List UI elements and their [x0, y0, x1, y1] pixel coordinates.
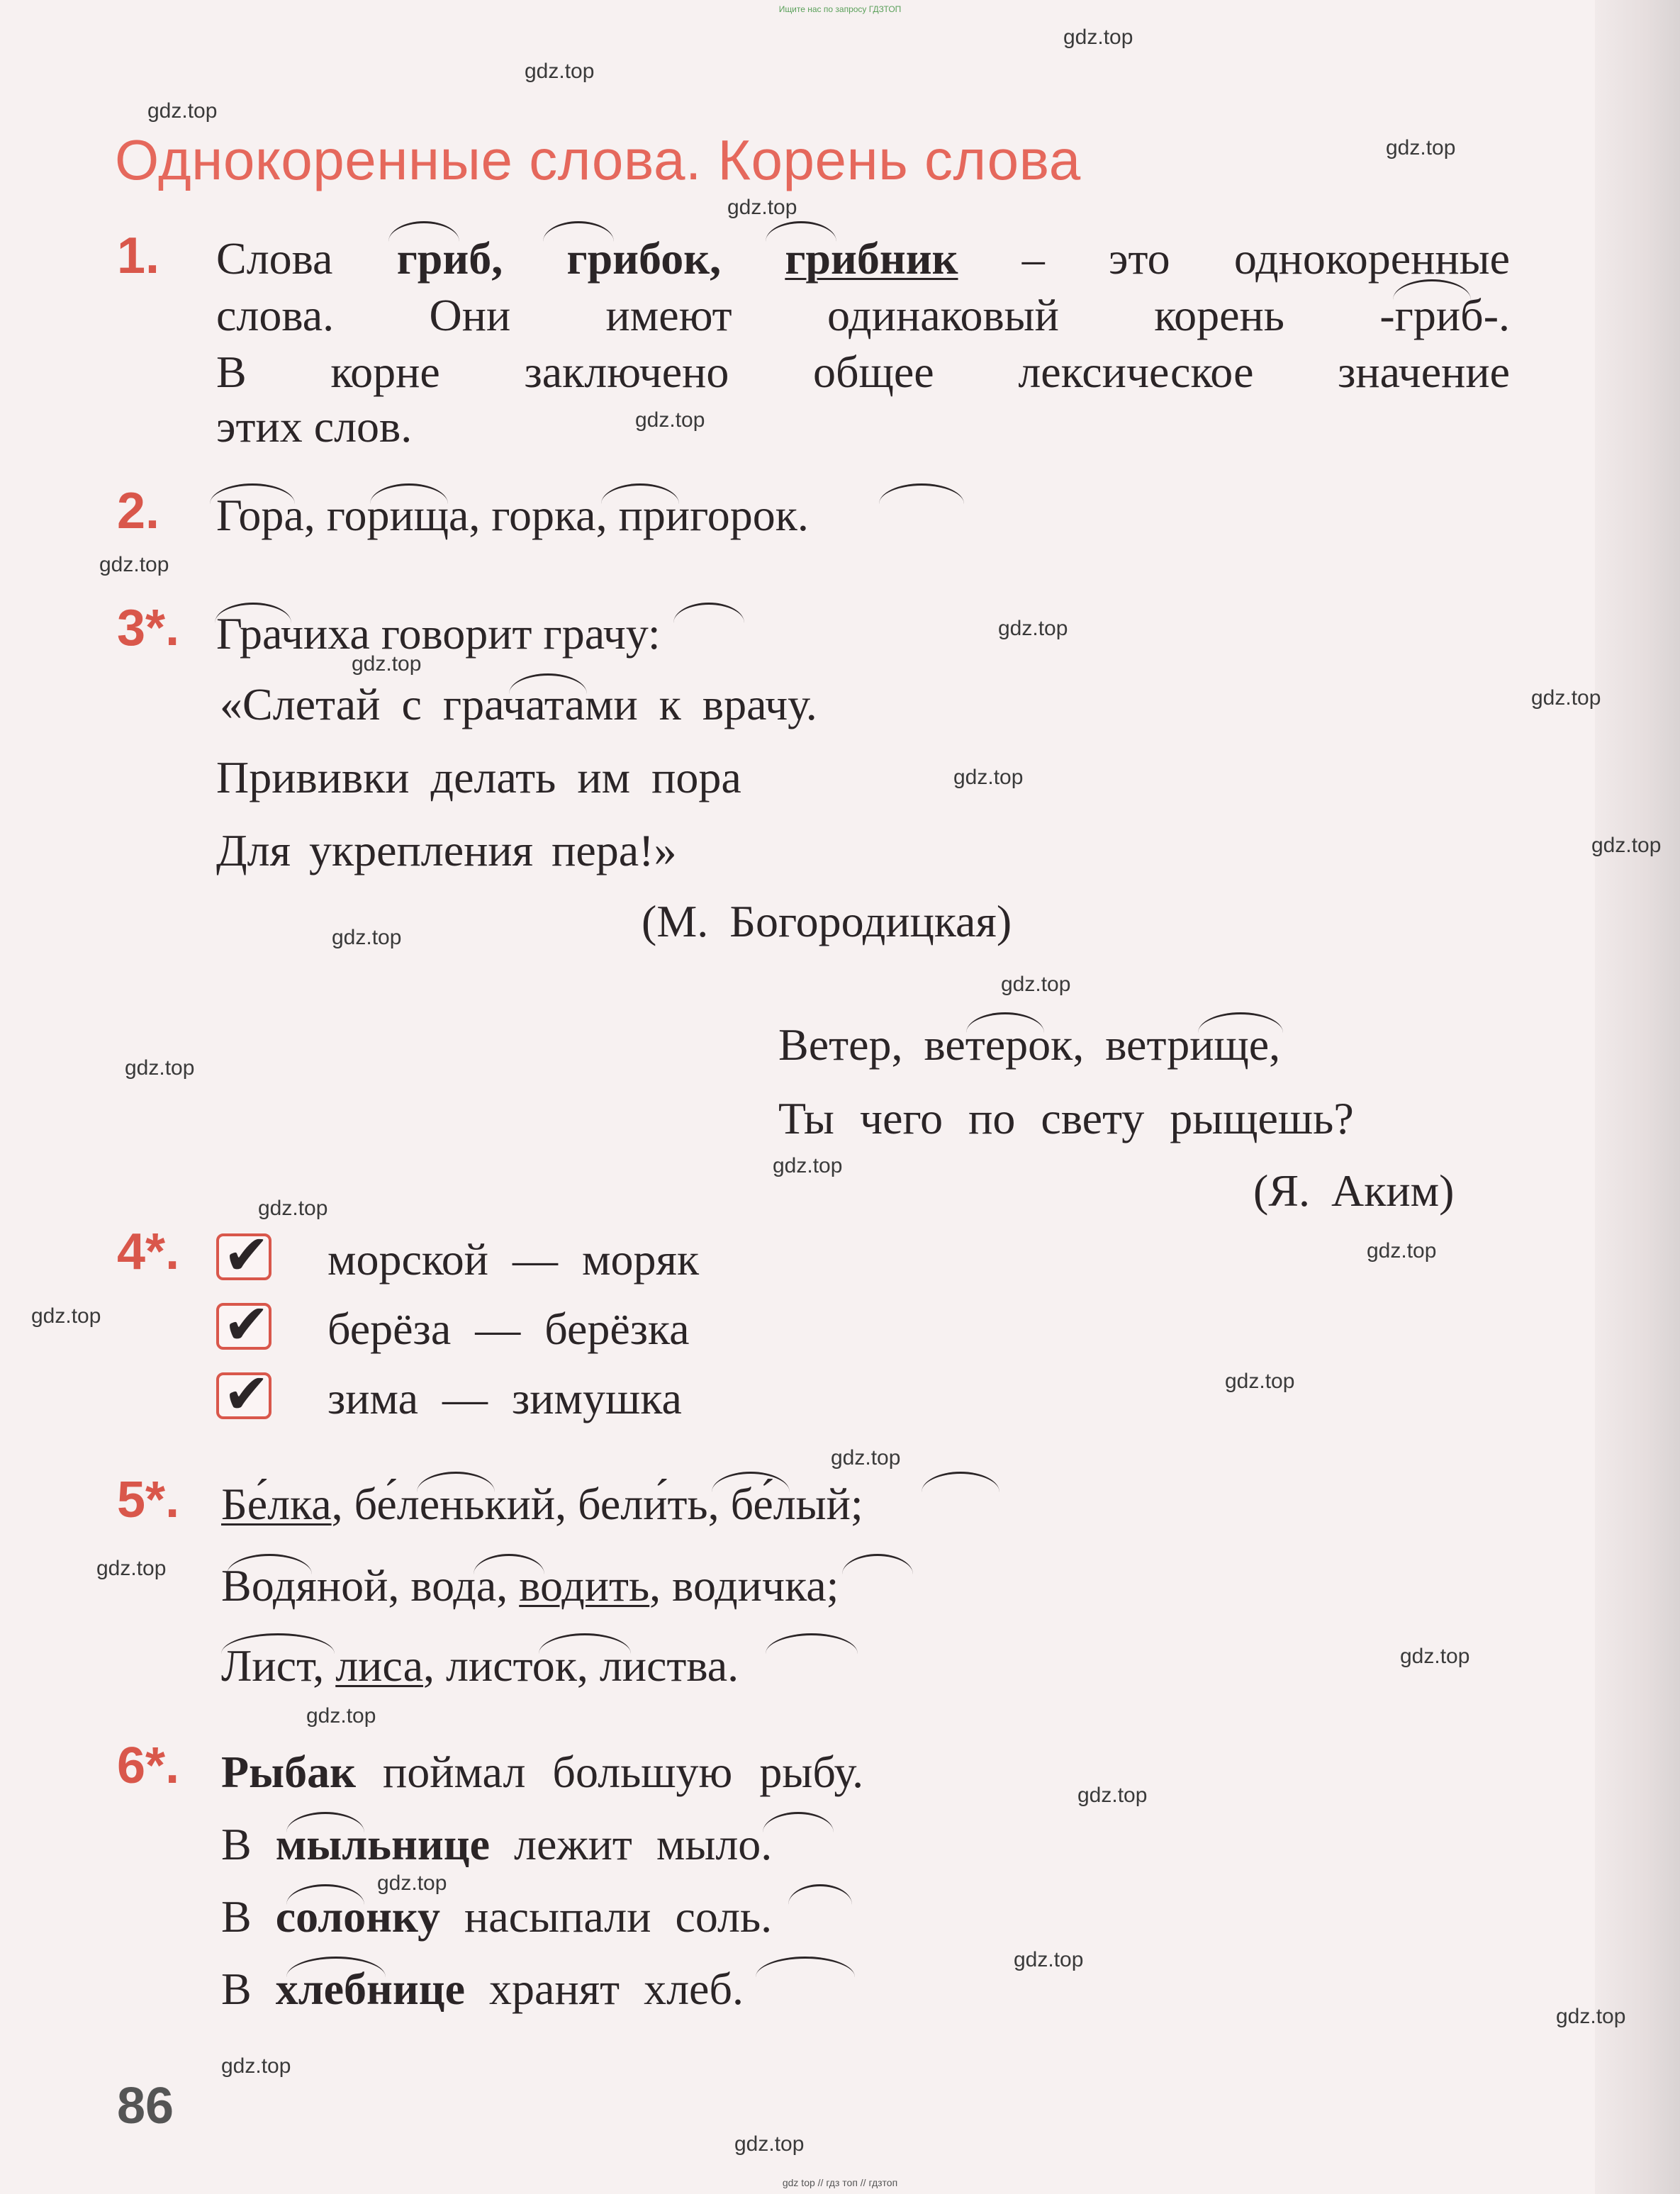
ex1-word-gribok: грибок, [566, 233, 722, 284]
exercise-3-author: (М. Богородицкая) [642, 896, 1012, 946]
ex5-word-vodit: водить [519, 1560, 650, 1611]
exercise-6-number: 6*. [117, 1737, 180, 1794]
page-title: Однокоренные слова. Корень слова [115, 128, 1081, 191]
watermark: gdz.top [332, 926, 402, 949]
footer-note: gdz top // гдз топ // гдзтоп [782, 2177, 898, 2188]
watermark: gdz.top [1063, 26, 1133, 49]
watermark: gdz.top [1400, 1645, 1470, 1668]
exercise-3-poem-line: Прививки делать им пора [216, 752, 741, 802]
check-icon: ✔ [223, 1362, 270, 1426]
checkbox[interactable] [216, 1293, 271, 1357]
root-arc [756, 1957, 855, 1977]
watermark: gdz.top [525, 60, 595, 83]
exercise-4-item: зима — зимушка [327, 1373, 682, 1423]
root-arc [966, 1012, 1044, 1033]
ex6-word-khlebnitse: хлебнице [275, 1964, 466, 2014]
watermark: gdz.top [99, 553, 169, 576]
root-arc [673, 603, 744, 623]
exercise-3-poem2-author: (Я. Аким) [1253, 1165, 1455, 1216]
checkbox[interactable] [216, 1224, 271, 1287]
exercise-1-number: 1. [117, 228, 160, 284]
watermark: gdz.top [147, 99, 218, 123]
watermark: gdz.top [1386, 136, 1456, 159]
watermark: gdz.top [1225, 1370, 1295, 1393]
root-arc [763, 1812, 834, 1832]
watermark: gdz.top [773, 1154, 843, 1177]
watermark: gdz.top [31, 1304, 101, 1328]
root-arc [842, 1554, 913, 1574]
exercise-1-line-4: этих слов. [216, 401, 413, 452]
exercise-1-line-3: В корне заключено общее лексическое значение [216, 347, 1510, 397]
root-arc [543, 221, 614, 242]
watermark: gdz.top [352, 652, 422, 676]
exercise-1-line-2: слова. Они имеют одинаковый корень -гриб-. [216, 290, 1510, 340]
ex6-prep: В [221, 1964, 276, 2014]
exercise-4-number: 4*. [117, 1224, 180, 1280]
watermark: gdz.top [221, 2054, 291, 2078]
header-note: Ищите нас по запросу ГДЗТОП [778, 4, 902, 14]
watermark: gdz.top [306, 1704, 376, 1728]
watermark: gdz.top [1367, 1239, 1437, 1263]
ex6-line3-rest: насыпали соль. [440, 1891, 773, 1942]
watermark: gdz.top [96, 1557, 167, 1580]
watermark: gdz.top [1001, 973, 1071, 996]
root-arc [601, 483, 679, 504]
watermark: gdz.top [635, 408, 705, 432]
ex1-word-rest: – это однокоренные [1021, 233, 1511, 284]
ex5-line1-rest: , бе́ленький, бели́ть, бе́лый; [331, 1479, 863, 1529]
watermark: gdz.top [1531, 686, 1601, 710]
ex6-word-solonku: солонку [275, 1891, 440, 1942]
exercise-4-item: берёза — берёзка [327, 1304, 690, 1354]
exercise-2-number: 2. [117, 483, 160, 539]
root-arc [1198, 1012, 1283, 1033]
check-icon: ✔ [223, 1224, 270, 1287]
ex6-line4-rest: хранят хлеб. [465, 1964, 744, 2014]
watermark: gdz.top [1014, 1948, 1084, 1971]
watermark: gdz.top [258, 1197, 328, 1220]
page-edge-shadow [1595, 0, 1680, 2194]
exercise-3-poem2-line: Ветер, ветерок, ветрище, [778, 1019, 1281, 1070]
root-arc [788, 1884, 852, 1905]
exercise-3-poem2-line: Ты чего по свету рыщешь? [778, 1093, 1354, 1143]
root-arc [539, 1633, 631, 1654]
ex6-word-rybak: Рыбак [221, 1747, 356, 1797]
root-arc [227, 1554, 312, 1574]
root-arc [417, 1472, 495, 1492]
root-arc [370, 483, 448, 504]
exercise-3-poem-line: Для укрепления пера!» [216, 825, 677, 875]
root-arc [210, 483, 295, 504]
watermark: gdz.top [998, 617, 1068, 640]
root-arc [712, 1472, 790, 1492]
watermark: gdz.top [831, 1446, 901, 1470]
ex6-prep: В [221, 1819, 276, 1869]
watermark: gdz.top [1591, 834, 1662, 857]
ex1-word-grib: гриб, [396, 233, 503, 284]
root-arc [766, 221, 836, 242]
exercise-2-text: Гора, горища, горка, пригорок. [216, 490, 809, 540]
ex5-line3-part: Лист, [221, 1640, 336, 1691]
ex5-line2-part: , водичка; [649, 1560, 839, 1611]
exercise-3-number: 3*. [117, 600, 180, 656]
root-arc [286, 1884, 364, 1905]
ex6-line1-rest: поймал большую рыбу. [355, 1747, 864, 1797]
exercise-3-poem-line: Грачиха говорит грачу: [216, 608, 661, 659]
ex5-word-belka: Бе́лка [221, 1479, 332, 1529]
ex5-line2-part: Водяной, вода, [221, 1560, 520, 1611]
ex5-word-lisa: лиса [335, 1640, 423, 1691]
ex1-word-gribnik: грибник [785, 233, 958, 284]
exercise-6-line-1 [221, 1747, 864, 1797]
watermark: gdz.top [377, 1871, 447, 1895]
root-arc [221, 1633, 335, 1654]
watermark: gdz.top [125, 1056, 195, 1080]
watermark: gdz.top [1077, 1784, 1148, 1807]
exercise-5-number: 5*. [117, 1472, 180, 1528]
root-arc [509, 673, 587, 694]
root-arc [766, 1633, 858, 1654]
page-number: 86 [117, 2078, 174, 2134]
watermark: gdz.top [727, 196, 797, 219]
checkbox[interactable] [216, 1362, 271, 1426]
root-arc [286, 1812, 364, 1832]
root-arc [474, 1554, 544, 1574]
root-arc [215, 603, 291, 623]
exercise-3-poem-line: «Слетай с грачатами к врачу. [220, 679, 817, 729]
ex6-word-mylnitse: мыльнице [275, 1819, 491, 1869]
root-arc [922, 1472, 999, 1492]
ex5-line3-part: , листок, листва. [423, 1640, 739, 1691]
root-arc [388, 221, 459, 242]
ex6-prep: В [221, 1891, 276, 1942]
root-arc [286, 1957, 386, 1977]
watermark: gdz.top [1556, 2005, 1626, 2028]
exercise-4-item: морской — моряк [327, 1234, 700, 1285]
watermark: gdz.top [953, 766, 1024, 789]
ex1-word: Слова [216, 233, 333, 284]
check-icon: ✔ [223, 1293, 270, 1357]
root-arc [879, 483, 964, 504]
ex6-line2-rest: лежит мыло. [490, 1819, 773, 1869]
watermark: gdz.top [734, 2132, 805, 2156]
